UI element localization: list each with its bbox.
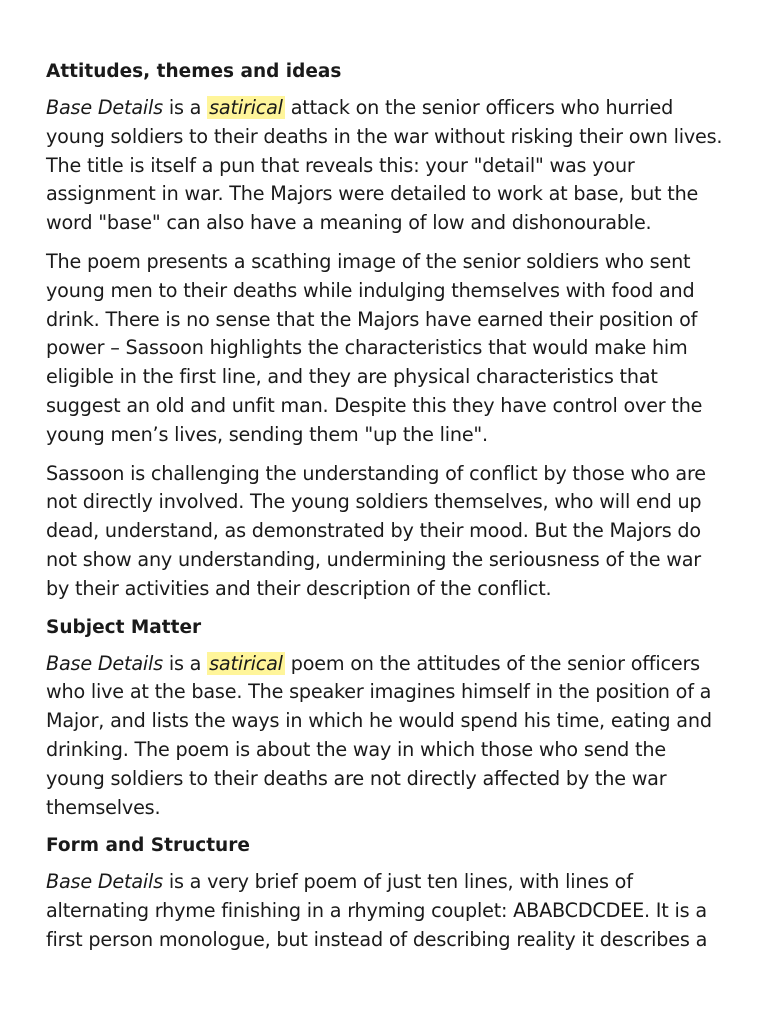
paragraph-text: is a very brief poem of just ten lines, with lines of alternating rhyme finishing in a rhyming couplet: ABABCDCDEE. It is a first person monologue, but instead of describing reality it describes a [46, 870, 708, 951]
paragraph-text: is a [162, 96, 208, 119]
poem-title: Base Details [46, 651, 163, 675]
paragraph-subject-1 [46, 650, 724, 823]
paragraph-attitudes-1 [46, 94, 724, 238]
heading-subject-matter: Subject Matter [46, 616, 202, 638]
highlighted-word: satirical [209, 96, 283, 119]
paragraph-text: is a [162, 651, 208, 675]
heading-attitudes: Attitudes, themes and ideas [46, 61, 342, 82]
paragraph-attitudes-2: The poem presents a scathing image of the senior soldiers who sent young men to their deaths while indulging themselves with food and drink. There is no sense that the Majors have earned their position of power – Sassoon highlights the characteristics that would make him eligible in the first line, and they are physical characteristics that suggest an old and unfit man. Despite this they have control over the young men’s lives, sending them "up the line". [46, 249, 703, 446]
highlighted-word: satirical [209, 651, 283, 675]
poem-title: Base Details [46, 870, 163, 894]
paragraph-form-1 [46, 868, 724, 954]
heading-form-structure: Form and Structure [46, 835, 250, 857]
paragraph-attitudes-3: Sassoon is challenging the understanding of conflict by those who are not directly involved. The young soldiers themselves, who will end up dead, understand, as demonstrated by their mood. But the Majors do not show any understanding, undermining the seriousness of the war by their activities and their description of the conflict. [46, 461, 706, 600]
poem-title: Base Details [46, 96, 163, 119]
paragraph-text: attack on the senior officers who hurried young soldiers to their deaths in the war without risking their own lives. The title is itself a pun that reveals this: your "detail" was your assignment in war. The Majors were detailed to work at base, but the word "base" can also have a meaning of low and dishonourable. [46, 96, 723, 235]
paragraph-text: poem on the attitudes of the senior officers who live at the base. The speaker imagines himself in the position of a Major, and lists the ways in which he would spend his time, eating and drinking. The poem is about the way in which those who send the young soldiers to their deaths are not directly affected by the war themselves. [46, 651, 712, 819]
